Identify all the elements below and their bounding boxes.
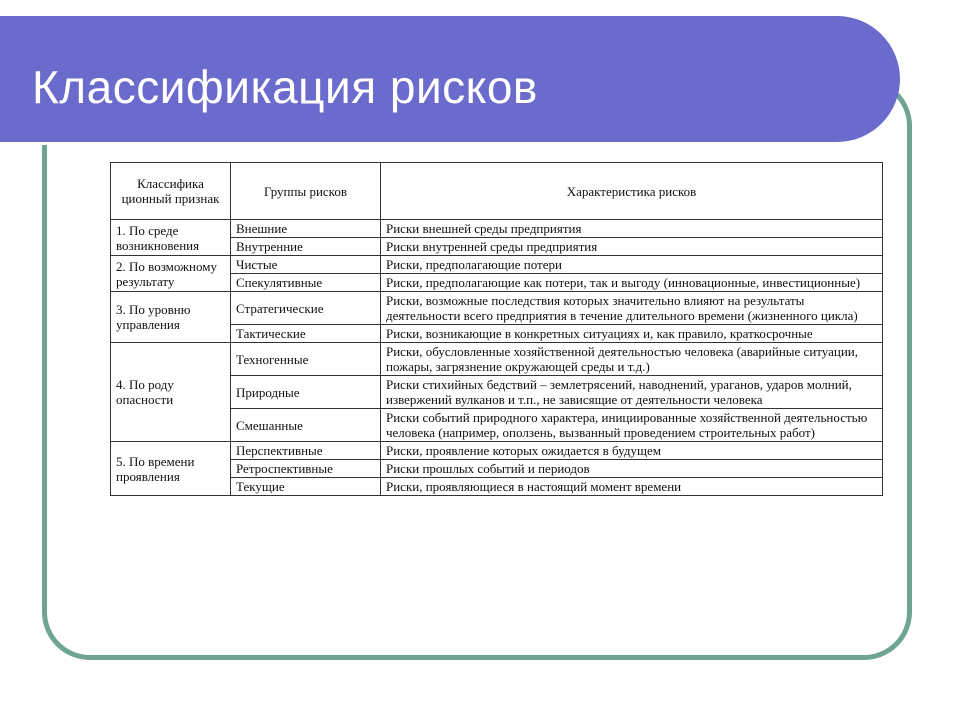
group-cell: Ретроспективные [231, 460, 381, 478]
group-cell: Текущие [231, 478, 381, 496]
table-row [111, 292, 883, 325]
table-row [111, 220, 883, 238]
group-cell: Внутренние [231, 238, 381, 256]
group-cell: Перспективные [231, 442, 381, 460]
description-cell: Риски прошлых событий и периодов [381, 460, 883, 478]
group-cell: Спекулятивные [231, 274, 381, 292]
description-cell: Риски внутренней среды предприятия [381, 238, 883, 256]
group-cell: Техногенные [231, 343, 381, 376]
header-feature: Классифика ционный признак [111, 163, 231, 220]
table-header-row [111, 163, 883, 220]
description-cell: Риски, проявление которых ожидается в будущем [381, 442, 883, 460]
slide-title: Классификация рисков [32, 61, 538, 113]
group-cell: Смешанные [231, 409, 381, 442]
feature-cell: 3. По уровню управления [111, 292, 231, 343]
title-underline [0, 142, 846, 145]
description-cell: Риски, предполагающие как потери, так и выгоду (инновационные, инвестиционные) [381, 274, 883, 292]
group-cell: Чистые [231, 256, 381, 274]
feature-cell: 4. По роду опасности [111, 343, 231, 442]
description-cell: Риски стихийных бедствий – землетрясений, наводнений, ураганов, ударов молний, извержений вулканов и т.п., не зависящие от деятельности человека [381, 376, 883, 409]
description-cell: Риски внешней среды предприятия [381, 220, 883, 238]
table-row [111, 442, 883, 460]
description-cell: Риски, возможные последствия которых значительно влияют на результаты деятельности всего предприятия в течение длительного времени (жизненного цикла) [381, 292, 883, 325]
feature-cell: 1. По среде возникновения [111, 220, 231, 256]
title-banner [0, 16, 900, 142]
header-group: Группы рисков [231, 163, 381, 220]
table-row [111, 256, 883, 274]
risk-classification-table [110, 162, 883, 496]
group-cell: Тактические [231, 325, 381, 343]
header-description: Характеристика рисков [381, 163, 883, 220]
description-cell: Риски, предполагающие потери [381, 256, 883, 274]
description-cell: Риски, обусловленные хозяйственной деятельностью человека (аварийные ситуации, пожары, загрязнение окружающей среды и т.д.) [381, 343, 883, 376]
feature-cell: 5. По времени проявления [111, 442, 231, 496]
description-cell: Риски, возникающие в конкретных ситуациях и, как правило, краткосрочные [381, 325, 883, 343]
description-cell: Риски событий природного характера, инициированные хозяйственной деятельностью человека (например, оползень, вызванный проведением строительных работ) [381, 409, 883, 442]
description-cell: Риски, проявляющиеся в настоящий момент времени [381, 478, 883, 496]
group-cell: Природные [231, 376, 381, 409]
feature-cell: 2. По возможному результату [111, 256, 231, 292]
group-cell: Внешние [231, 220, 381, 238]
group-cell: Стратегические [231, 292, 381, 325]
table-row [111, 343, 883, 376]
